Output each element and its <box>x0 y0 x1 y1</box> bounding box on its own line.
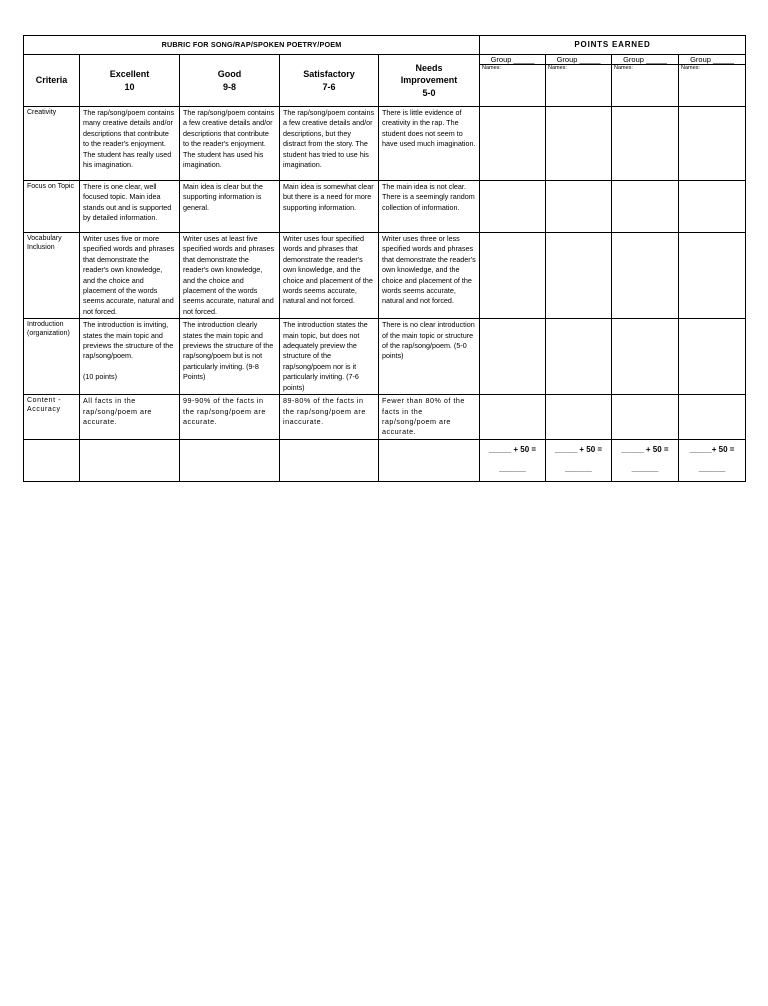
total-result: ______ <box>499 463 526 473</box>
total-formula: _____ + 50 = <box>621 444 669 454</box>
satisfactory-cell: Writer uses four specified words and phrases that demonstrate the reader's own knowledge, and the choice and placement of the words seems accurate, natural and not forced. <box>280 233 379 319</box>
satisfactory-cell: The introduction states the main topic, but does not adequately preview the structure of the rap/song/poem nor is it particularly inviting. (7-6 points) <box>280 319 379 395</box>
names-label: Names: <box>614 65 633 71</box>
score-cell[interactable] <box>679 233 746 319</box>
excellent-cell: There is one clear, well focused topic. Main idea stands out and is supported by detailed information. <box>80 181 180 233</box>
excellent-cell: All facts in the rap/song/poem are accurate. <box>80 395 180 440</box>
good-cell: Main idea is clear but the supporting information is general. <box>180 181 280 233</box>
total-result: ______ <box>565 463 592 473</box>
group-4-total[interactable] <box>679 439 746 481</box>
criteria-cell: Focus on Topic <box>24 181 80 233</box>
score-cell[interactable] <box>546 233 612 319</box>
score-cell[interactable] <box>546 319 612 395</box>
score-cell[interactable] <box>546 181 612 233</box>
score-cell[interactable] <box>612 233 679 319</box>
criteria-cell: Introduction (organization) <box>24 319 80 395</box>
group-1-header[interactable] <box>480 55 546 107</box>
rubric-title: RUBRIC FOR SONG/RAP/SPOKEN POETRY/POEM <box>24 36 480 55</box>
score-cell[interactable] <box>612 181 679 233</box>
total-formula: _____ + 50 = <box>488 444 537 454</box>
satisfactory-cell: Main idea is somewhat clear but there is a need for more supporting information. <box>280 181 379 233</box>
score-cell[interactable] <box>679 319 746 395</box>
good-header: Good 9-8 <box>180 55 280 107</box>
group-4-header[interactable] <box>679 55 746 107</box>
excellent-text: The introduction is inviting, states the main topic and previews the structure of the rap/song/poem. <box>83 320 174 361</box>
blank-cell <box>180 439 280 481</box>
good-cell: 99-90% of the facts in the rap/song/poem are accurate. <box>180 395 280 440</box>
total-result: ______ <box>698 463 726 473</box>
score-cell[interactable] <box>480 107 546 181</box>
good-cell: The rap/song/poem contains a few creative details and/or descriptions that contribute to the reader's enjoyment. The student has used his imagination. <box>180 107 280 181</box>
group-label: Group _____ <box>612 55 678 65</box>
score-cell[interactable] <box>612 107 679 181</box>
blank-cell <box>24 439 80 481</box>
names-label: Names: <box>482 65 501 71</box>
group-3-total[interactable] <box>612 439 679 481</box>
satisfactory-cell: The rap/song/poem contains a few creative details and/or descriptions, but they distract from the story. The student has tried to use his imagination. <box>280 107 379 181</box>
criteria-header: Criteria <box>24 55 80 107</box>
group-label: Group _____ <box>679 55 745 65</box>
points-earned-header: POINTS EARNED <box>480 36 746 55</box>
needs-improvement-cell: Writer uses three or less specified words and phrases that demonstrate the reader's own knowledge, and the choice and placement of the words seems accurate, natural and not forced. <box>379 233 480 319</box>
excellent-cell <box>80 319 180 395</box>
totals-row <box>24 439 746 481</box>
score-cell[interactable] <box>612 319 679 395</box>
needs-improvement-cell: The main idea is not clear. There is a seemingly random collection of information. <box>379 181 480 233</box>
table-row <box>24 233 746 319</box>
score-cell[interactable] <box>480 233 546 319</box>
names-label: Names: <box>548 65 567 71</box>
table-row <box>24 319 746 395</box>
score-cell[interactable] <box>480 181 546 233</box>
score-cell[interactable] <box>679 395 746 440</box>
satisfactory-cell: 89-80% of the facts in the rap/song/poem are inaccurate. <box>280 395 379 440</box>
names-label: Names: <box>681 65 700 71</box>
group-3-header[interactable] <box>612 55 679 107</box>
criteria-cell: Vocabulary Inclusion <box>24 233 80 319</box>
score-cell[interactable] <box>546 107 612 181</box>
good-cell: The introduction clearly states the main topic and previews the structure of the rap/song/poem but is not particularly inviting. (9-8 Points) <box>180 319 280 395</box>
satisfactory-header: Satisfactory 7-6 <box>280 55 379 107</box>
score-cell[interactable] <box>679 181 746 233</box>
needs-improvement-cell: There is little evidence of creativity in the rap. The student does not seem to have used much imagination. <box>379 107 480 181</box>
blank-cell <box>379 439 480 481</box>
score-cell[interactable] <box>612 395 679 440</box>
criteria-cell: Creativity <box>24 107 80 181</box>
group-label: Group _____ <box>480 55 545 65</box>
total-formula: _____ + 50 = <box>554 444 603 454</box>
table-row <box>24 395 746 440</box>
excellent-cell: The rap/song/poem contains many creative details and/or descriptions that contribute to the reader's enjoyment. The student has really used his imagination. <box>80 107 180 181</box>
score-cell[interactable] <box>546 395 612 440</box>
excellent-points: (10 points) <box>83 372 117 382</box>
total-formula: _____+ 50 = <box>689 444 735 454</box>
needs-improvement-header: Needs Improvement 5-0 <box>379 55 480 107</box>
score-cell[interactable] <box>480 319 546 395</box>
needs-improvement-cell: There is no clear introduction of the main topic or structure of the rap/song/poem. (5-0 points) <box>379 319 480 395</box>
table-row <box>24 107 746 181</box>
excellent-cell: Writer uses five or more specified words and phrases that demonstrate the reader's own knowledge, and the choice and placement of the words seems accurate, natural and not forced. <box>80 233 180 319</box>
group-label: Group _____ <box>546 55 611 65</box>
score-cell[interactable] <box>480 395 546 440</box>
excellent-header: Excellent 10 <box>80 55 180 107</box>
blank-cell <box>280 439 379 481</box>
criteria-cell: Content - Accuracy <box>24 395 80 440</box>
total-result: ______ <box>631 463 659 473</box>
group-2-header[interactable] <box>546 55 612 107</box>
good-cell: Writer uses at least five specified words and phrases that demonstrate the reader's own knowledge, and the choice and placement of the words seems accurate, natural and not forced. <box>180 233 280 319</box>
blank-cell <box>80 439 180 481</box>
table-row <box>24 181 746 233</box>
score-cell[interactable] <box>679 107 746 181</box>
group-2-total[interactable] <box>546 439 612 481</box>
needs-improvement-cell: Fewer than 80% of the facts in the rap/song/poem are accurate. <box>379 395 480 440</box>
rubric-table <box>23 35 746 482</box>
group-1-total[interactable] <box>480 439 546 481</box>
